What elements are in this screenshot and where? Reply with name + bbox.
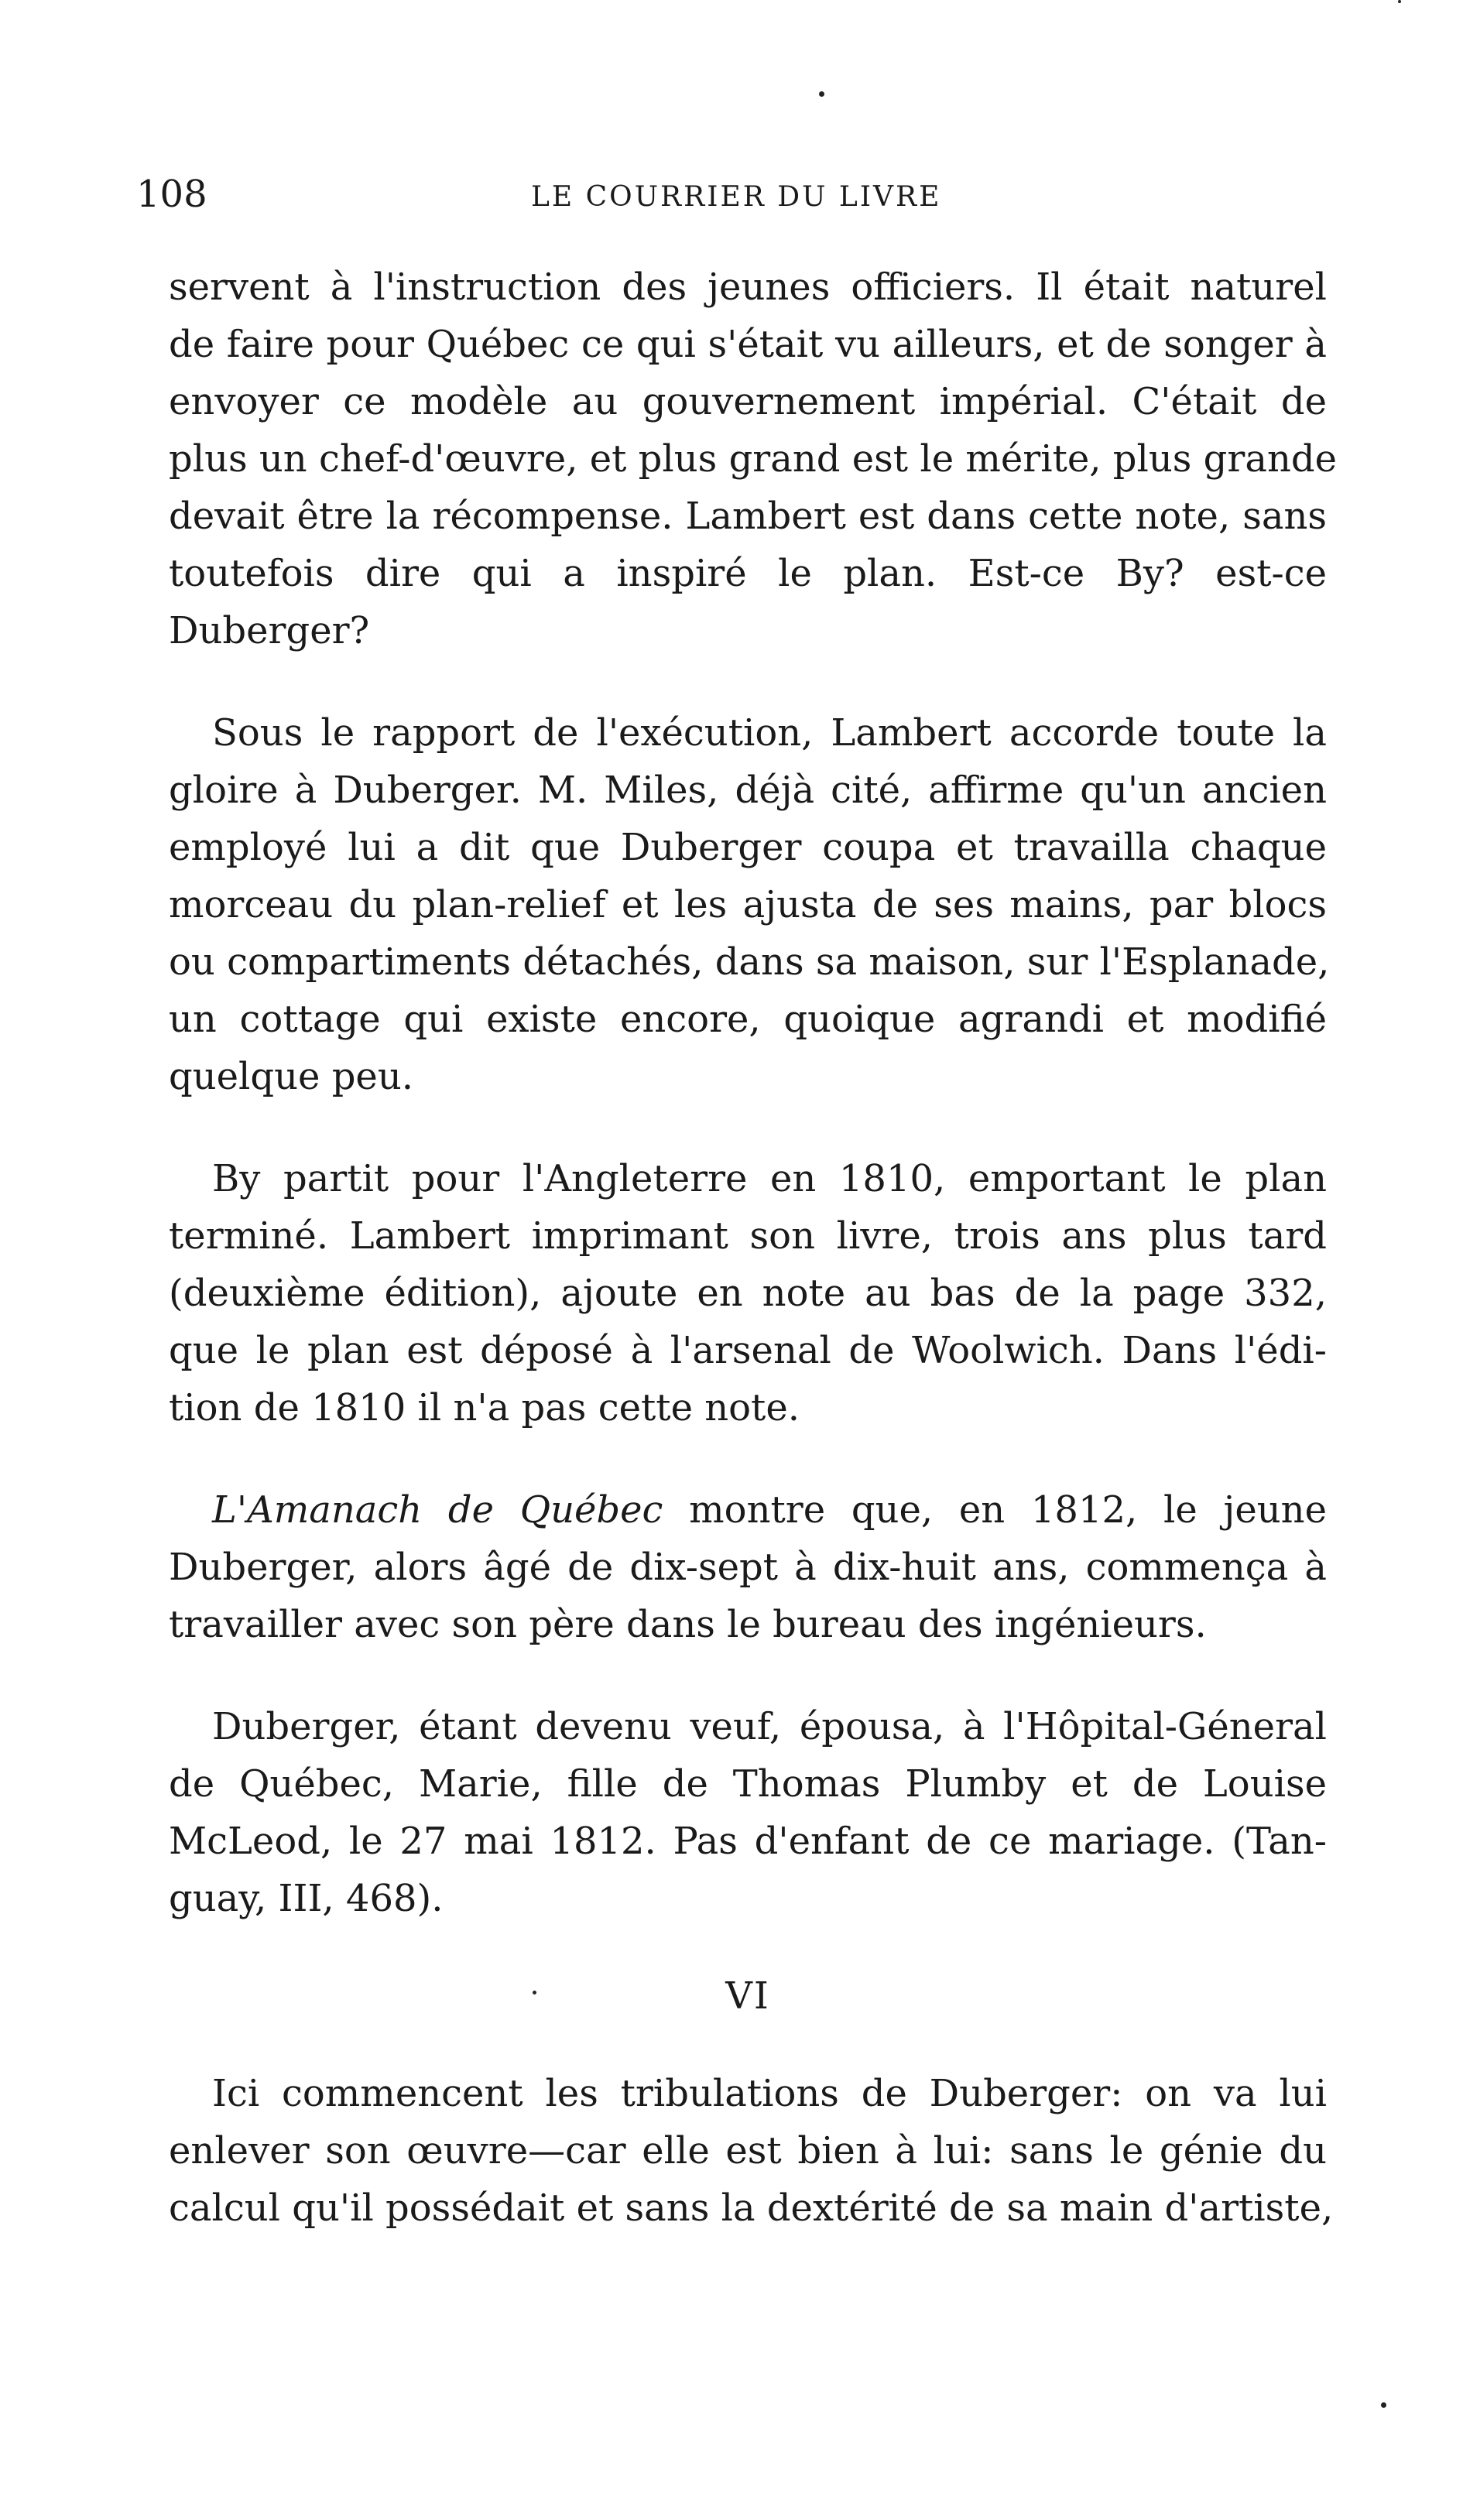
page-speck — [1398, 0, 1401, 3]
text-line: McLeod, le 27 mai 1812. Pas d'enfant de ce mariage. (Tan- — [169, 1820, 1327, 1863]
body-text — [169, 259, 1337, 2237]
paragraph-1 — [169, 259, 1337, 659]
page-speck — [819, 91, 824, 97]
text-line: enlever son œuvre—car elle est bien à lui: sans le génie du — [169, 2129, 1327, 2172]
running-title: LE COURRIER DU LIVRE — [531, 181, 942, 213]
page-number: 108 — [136, 173, 207, 216]
text-line: de faire pour Québec ce qui s'était vu ailleurs, et de songer à — [169, 323, 1327, 366]
text-line: guay, III, 468). — [169, 1877, 444, 1920]
text-line: employé lui a dit que Duberger coupa et travailla chaque — [169, 826, 1327, 869]
text-line: tion de 1810 il n'a pas cette note. — [169, 1386, 800, 1429]
text-line: calcul qu'il possédait et sans la dextérité de sa main d'artiste, — [169, 2186, 1334, 2230]
text-line: de Québec, Marie, fille de Thomas Plumby et de Louise — [169, 1762, 1327, 1806]
text-line: terminé. Lambert imprimant son livre, trois ans plus tard — [169, 1214, 1327, 1258]
text-line: gloire à Duberger. M. Miles, déjà cité, affirme qu'un ancien — [169, 769, 1327, 812]
text-line: quelque peu. — [169, 1055, 414, 1098]
text-line: (deuxième édition), ajoute en note au bas de la page 332, — [169, 1272, 1327, 1315]
text-line — [169, 1481, 1327, 1539]
text-line: Duberger, étant devenu veuf, épousa, à l'Hôpital-Géneral — [212, 1705, 1327, 1748]
text-line: Sous le rapport de l'exécution, Lambert accorde toute la — [212, 711, 1327, 755]
text-fragment: montre que, en 1812, le jeune — [663, 1488, 1327, 1532]
page-speck — [1381, 2402, 1386, 2408]
text-line: servent à l'instruction des jeunes officiers. Il était naturel — [169, 265, 1327, 309]
paragraph-4 — [169, 1481, 1327, 1653]
paragraph-5 — [169, 1698, 1327, 1927]
text-line: travailler avec son père dans le bureau des ingénieurs. — [169, 1603, 1207, 1646]
text-line: Duberger, alors âgé de dix-sept à dix-huit ans, commença à — [169, 1546, 1327, 1589]
text-line: toutefois dire qui a inspiré le plan. Est-ce By? est-ce — [169, 552, 1327, 595]
paragraph-6 — [169, 2065, 1334, 2237]
text-line: un cottage qui existe encore, quoique agrandi et modifié — [169, 998, 1327, 1041]
italic-title: L'Amanach de Québec — [212, 1488, 663, 1532]
text-line: envoyer ce modèle au gouvernement impérial. C'était de — [169, 380, 1327, 423]
paragraph-3 — [169, 1150, 1327, 1436]
text-line: Ici commencent les tribulations de Duberger: on va lui — [212, 2072, 1327, 2115]
text-line: plus un chef-d'œuvre, et plus grand est le mérite, plus grande — [169, 437, 1337, 481]
section-heading: VI — [725, 1974, 770, 2018]
text-line: devait être la récompense. Lambert est dans cette note, sans — [169, 495, 1327, 538]
text-line: morceau du plan-relief et les ajusta de ses mains, par blocs — [169, 883, 1327, 926]
text-line: ou compartiments détachés, dans sa maison, sur l'Esplanade, — [169, 940, 1330, 984]
text-line: Duberger? — [169, 609, 370, 652]
text-line: By partit pour l'Angleterre en 1810, emportant le plan — [212, 1157, 1327, 1200]
paragraph-2 — [169, 704, 1330, 1105]
text-line: que le plan est déposé à l'arsenal de Woolwich. Dans l'édi- — [169, 1329, 1327, 1372]
page-header — [0, 167, 1463, 221]
